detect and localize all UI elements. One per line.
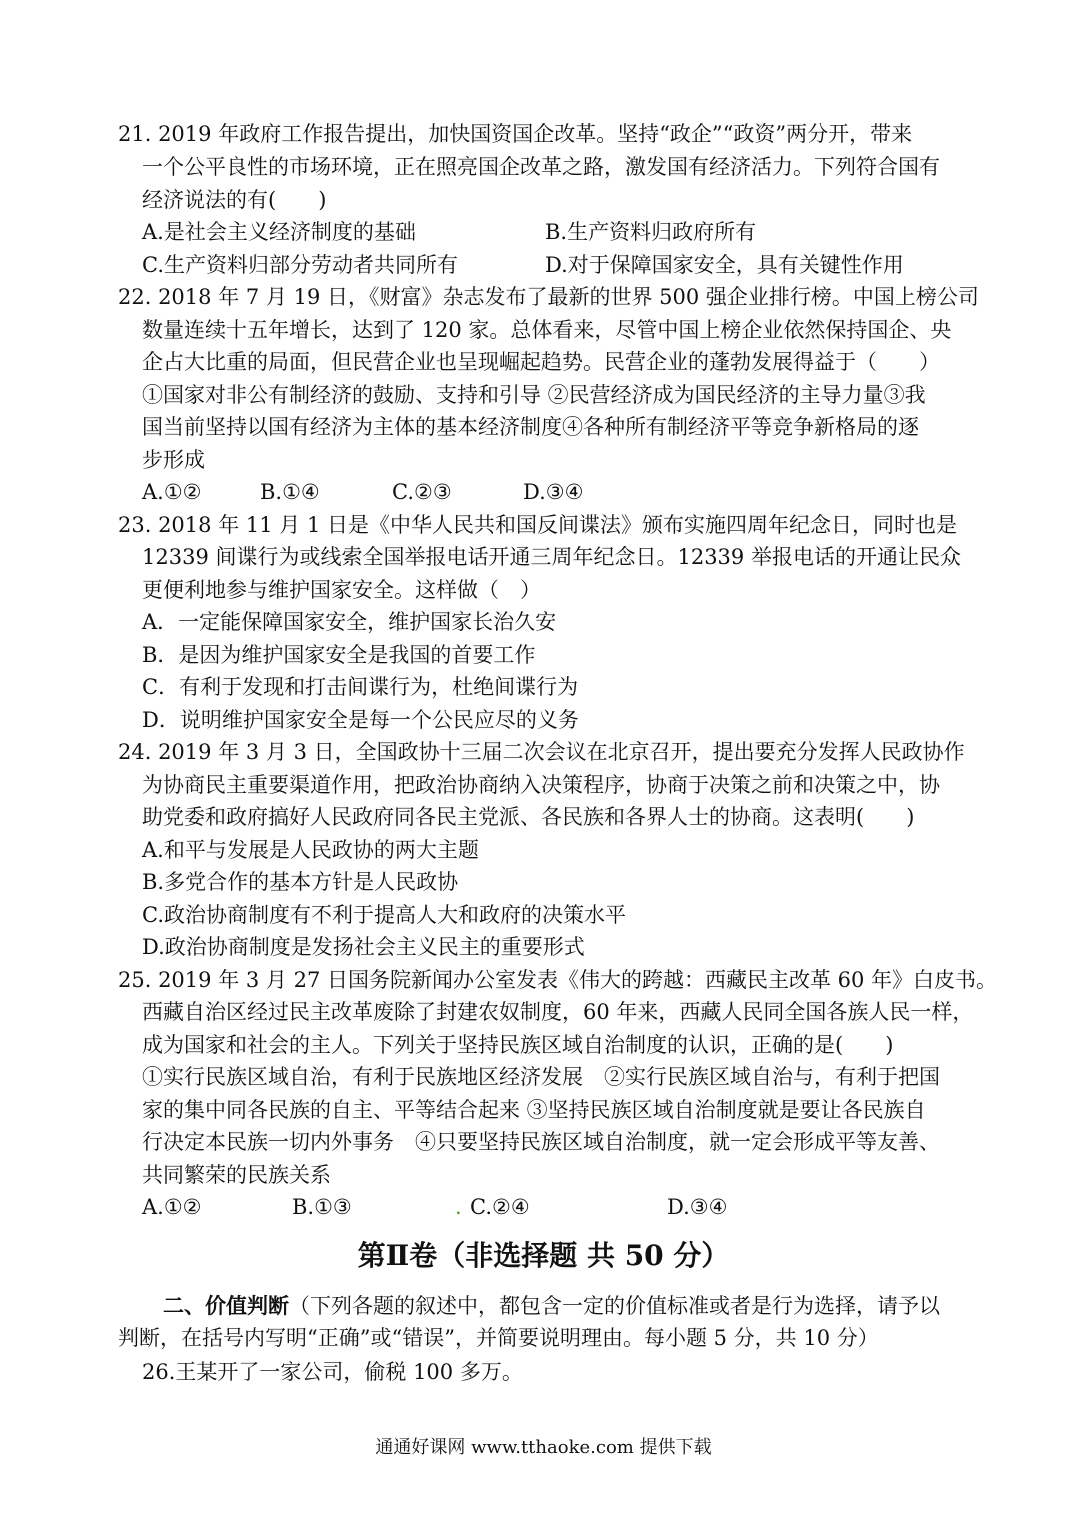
section-2-title: 第Ⅱ卷（非选择题 共 50 分） <box>357 1239 730 1272</box>
q23-line-1: 23. 2018 年 11 月 1 日是《中华人民共和国反间谍法》颁布实施四周年纪念日，同时也是 <box>118 513 957 537</box>
q23-option-a: A．一定能保障国家安全，维护国家长治久安 <box>142 610 557 634</box>
q24-line-2: 为协商民主重要渠道作用，把政治协商纳入决策程序，协商于决策之前和决策之中，协 <box>142 773 940 797</box>
q22-line-2: 数量连续十五年增长，达到了 120 家。总体看来，尽管中国上榜企业依然保持国企、央 <box>142 318 952 342</box>
q22-line-4: ①国家对非公有制经济的鼓励、支持和引导 ②民营经济成为国民经济的主导力量③我 <box>142 383 926 407</box>
q25-line-6: 行决定本民族一切内外事务 ④只要坚持民族区域自治制度，就一定会形成平等友善、 <box>142 1130 940 1154</box>
section-2-intro-line-2: 判断，在括号内写明“正确”或“错误”，并简要说明理由。每小题 5 分，共 10 分） <box>118 1326 879 1350</box>
q22-option-d: D.③④ <box>523 480 584 504</box>
q25-line-1: 25. 2019 年 3 月 27 日国务院新闻办公室发表《伟大的跨越：西藏民主改革 60 年》白皮书。 <box>118 968 998 992</box>
q21-line-1: 21. 2019 年政府工作报告提出，加快国资国企改革。坚持“政企”“政资”两分开，带来 <box>118 122 913 146</box>
q25-line-5: 家的集中同各民族的自主、平等结合起来 ③坚持民族区域自治制度就是要让各民族自 <box>142 1098 926 1122</box>
q21-line-3: 经济说法的有( ) <box>142 188 327 212</box>
q25-option-d: D.③④ <box>667 1195 728 1219</box>
section-2-intro-line-1 <box>163 1290 940 1322</box>
q24-option-c: C.政治协商制度有不利于提高人大和政府的决策水平 <box>142 903 626 927</box>
q22-option-a: A.①② <box>142 480 202 504</box>
q25-option-a: A.①② <box>142 1195 202 1219</box>
q25-line-7: 共同繁荣的民族关系 <box>142 1163 331 1187</box>
q21-option-c: C.生产资料归部分劳动者共同所有 <box>142 253 458 277</box>
section-2-heading: 二、价值判断 <box>163 1293 289 1318</box>
q23-option-b: B．是因为维护国家安全是我国的首要工作 <box>142 643 536 667</box>
q22-line-6: 步形成 <box>142 448 205 472</box>
q23-line-2: 12339 间谍行为或线索全国举报电话开通三周年纪念日。12339 举报电话的开通让民众 <box>142 545 961 569</box>
q25-line-3: 成为国家和社会的主人。下列关于坚持民族区域自治制度的认识，正确的是( ) <box>142 1033 894 1057</box>
q24-line-1: 24. 2019 年 3 月 3 日，全国政协十三届二次会议在北京召开，提出要充分发挥人民政协作 <box>118 740 965 764</box>
q25-option-c: C.②④ <box>470 1195 530 1219</box>
section-2-intro-rest: （下列各题的叙述中，都包含一定的价值标准或者是行为选择，请予以 <box>289 1294 940 1318</box>
q21-line-2: 一个公平良性的市场环境，正在照亮国企改革之路，激发国有经济活力。下列符合国有 <box>142 155 940 179</box>
q21-option-b: B.生产资料归政府所有 <box>545 220 757 244</box>
q26-text: 26.王某开了一家公司，偷税 100 多万。 <box>142 1360 523 1384</box>
q22-line-5: 国当前坚持以国有经济为主体的基本经济制度④各种所有制经济平等竞争新格局的逐 <box>142 415 919 439</box>
q24-line-3: 助党委和政府搞好人民政府同各民主党派、各民族和各界人士的协商。这表明( ) <box>142 805 915 829</box>
q22-line-1: 22. 2018 年 7 月 19 日，《财富》杂志发布了最新的世界 500 强企业排行榜。中国上榜公司 <box>118 285 979 309</box>
q21-option-a: A.是社会主义经济制度的基础 <box>142 220 416 244</box>
q25-line-4: ①实行民族区域自治，有利于民族地区经济发展 ②实行民族区域自治与，有利于把国 <box>142 1065 940 1089</box>
q23-option-d: D．说明维护国家安全是每一个公民应尽的义务 <box>142 708 579 732</box>
q23-option-c: C．有利于发现和打击间谍行为，杜绝间谍行为 <box>142 675 579 699</box>
q23-line-3: 更便利地参与维护国家安全。这样做（ ） <box>142 578 541 602</box>
page-footer: 通通好课网 www.tthaoke.com 提供下载 <box>375 1437 712 1458</box>
q22-line-3: 企占大比重的局面，但民营企业也呈现崛起趋势。民营企业的蓬勃发展得益于（ ） <box>142 350 940 374</box>
q25-option-b: B.①③ <box>292 1195 352 1219</box>
q21-option-d: D.对于保障国家安全，具有关键性作用 <box>545 253 904 277</box>
q24-option-b: B.多党合作的基本方针是人民政协 <box>142 870 459 894</box>
q25-stray-mark: . <box>455 1195 462 1219</box>
q25-line-2: 西藏自治区经过民主改革废除了封建农奴制度，60 年来，西藏人民同全国各族人民一样， <box>142 1000 974 1024</box>
q22-option-b: B.①④ <box>260 480 320 504</box>
q24-option-d: D.政治协商制度是发扬社会主义民主的重要形式 <box>142 935 585 959</box>
q24-option-a: A.和平与发展是人民政协的两大主题 <box>142 838 479 862</box>
q22-option-c: C.②③ <box>392 480 452 504</box>
